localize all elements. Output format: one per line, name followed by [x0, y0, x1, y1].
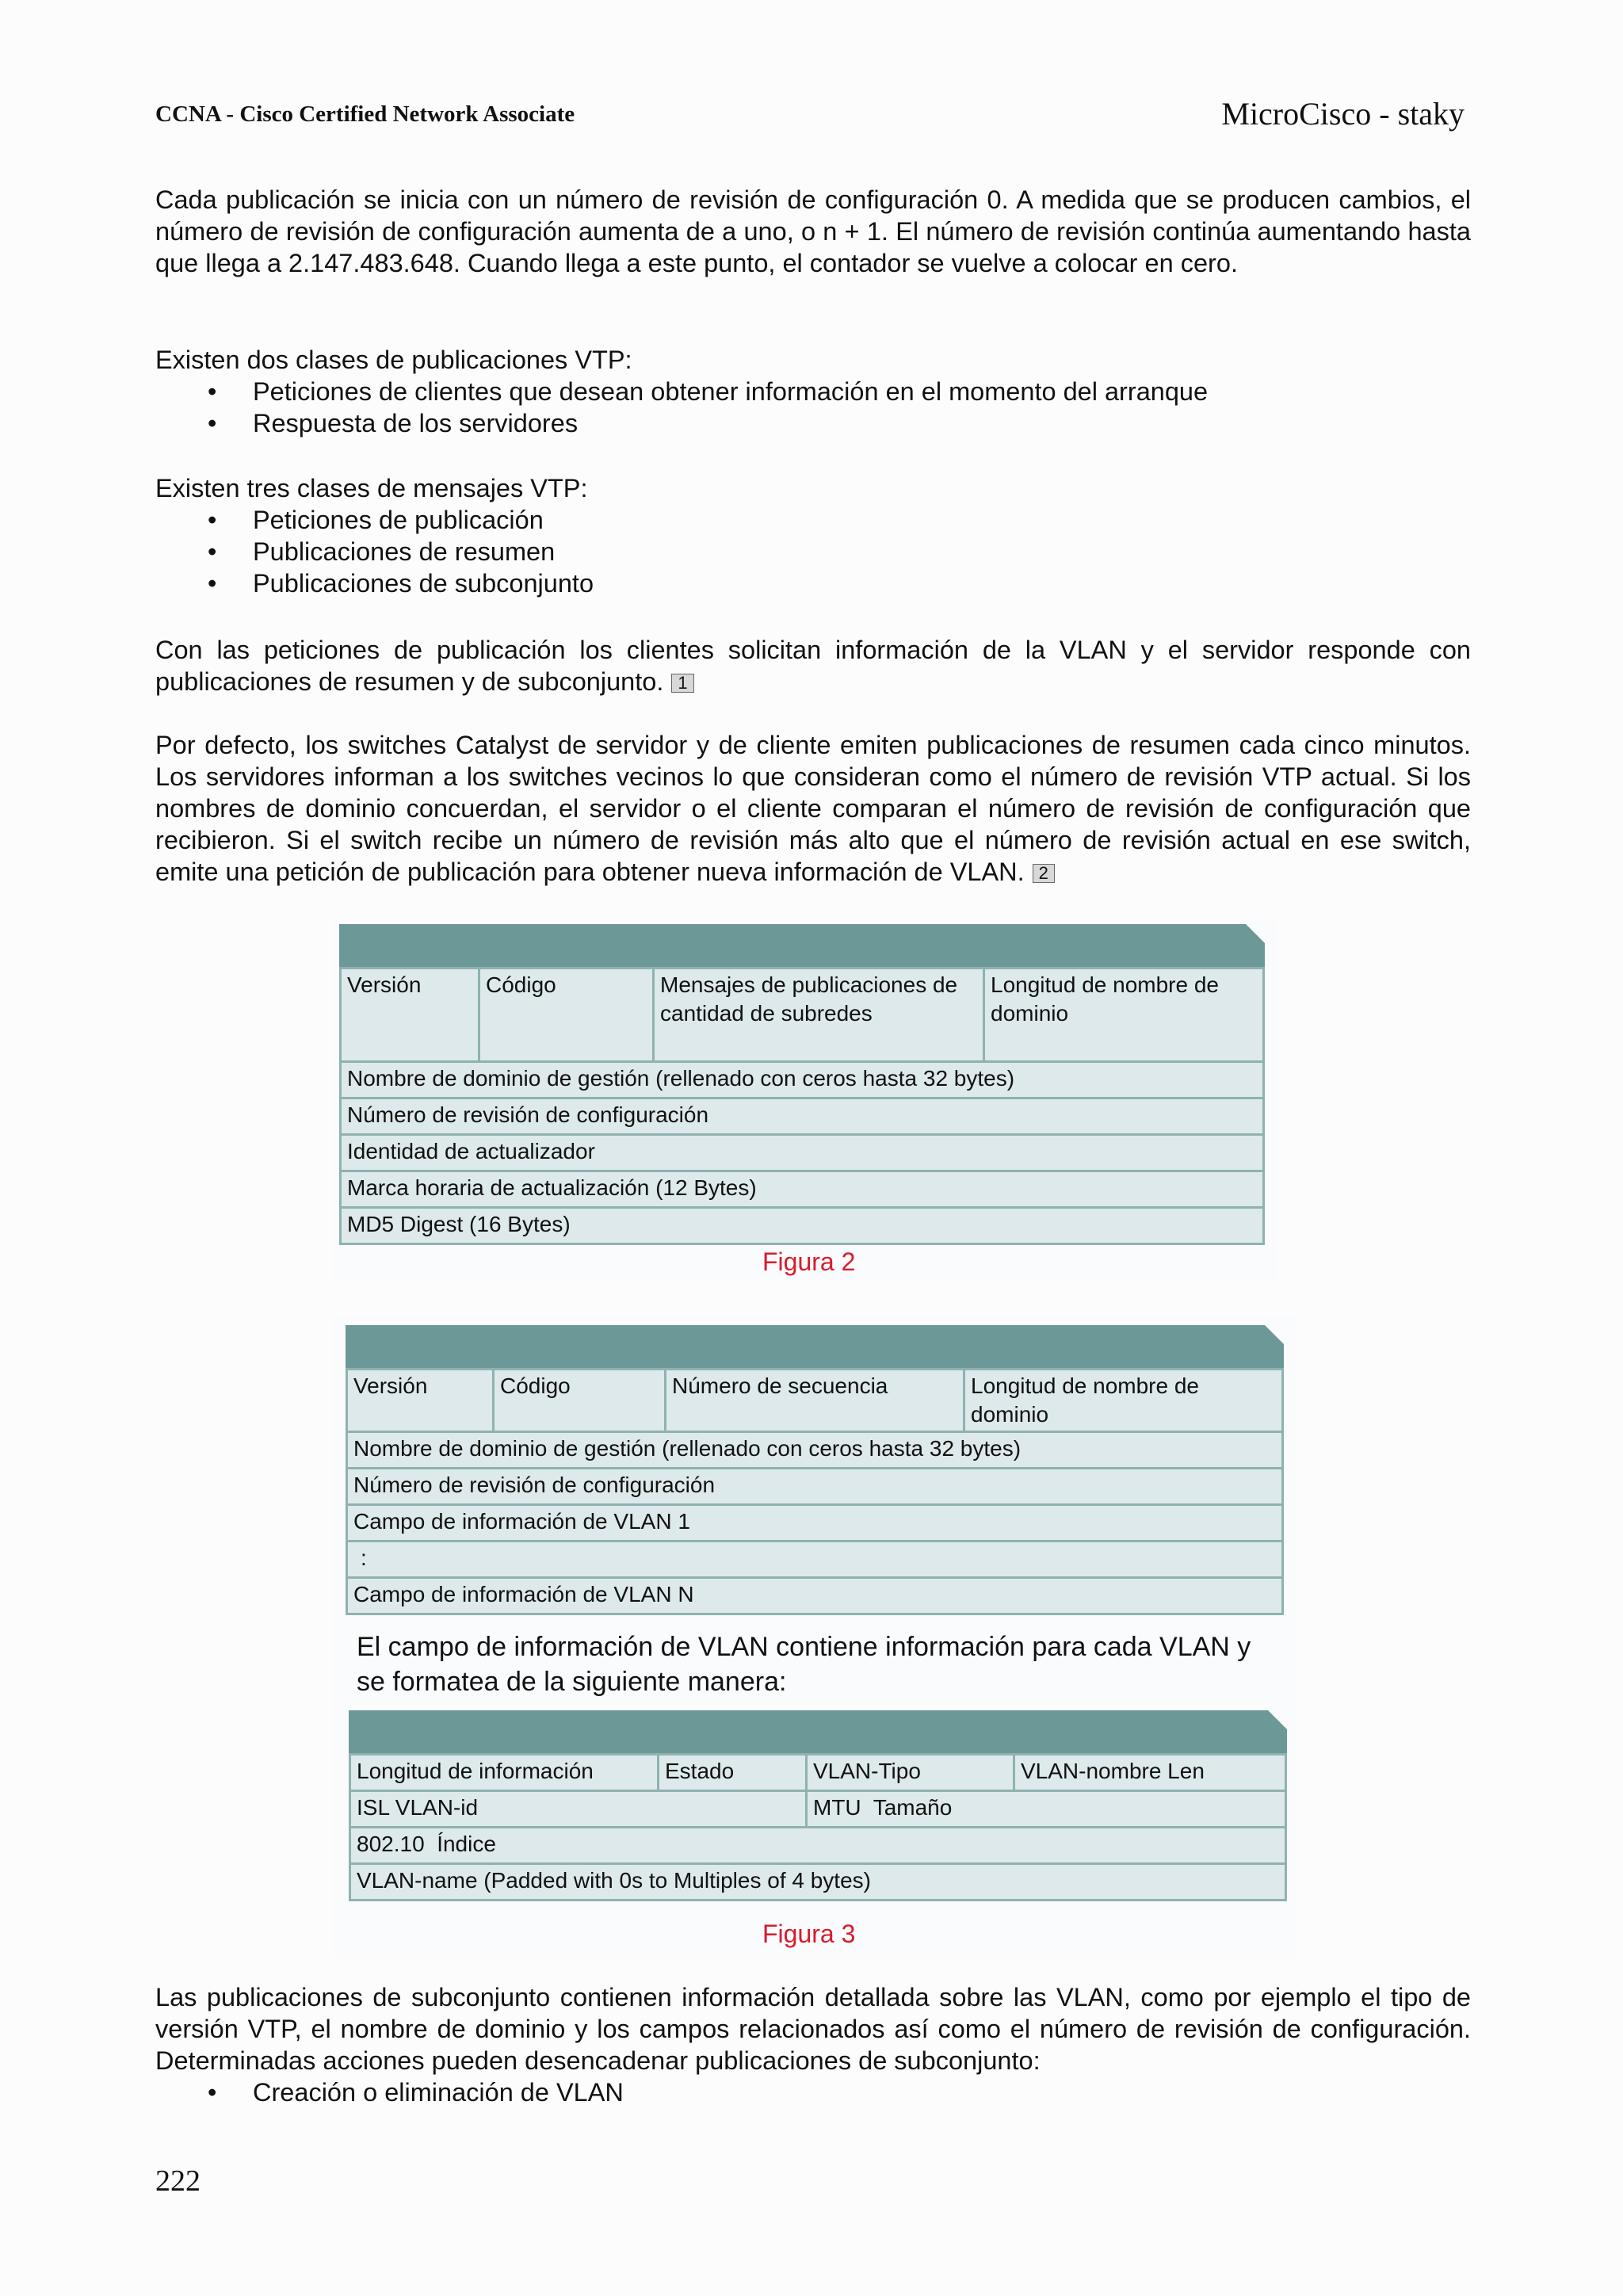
- figure-reference-2[interactable]: 2: [1033, 864, 1055, 883]
- header-author: MicroCisco - staky: [1221, 96, 1465, 132]
- figure-reference-1[interactable]: 1: [671, 674, 693, 693]
- paragraph-body: Con las peticiones de publicación los clientes solicitan información de la VLAN y el servidor responde con publicaciones de resumen y de subconjunto.: [155, 636, 1471, 696]
- bullet-list: [155, 2076, 1471, 2108]
- list-item: • Respuesta de los servidores: [155, 407, 1471, 439]
- figure-3-caption: Figura 3: [762, 1920, 856, 1948]
- field-vlan-info-n: Campo de información de VLAN N: [347, 1578, 1283, 1614]
- figure-2-header-bar: [339, 924, 1265, 968]
- field-vlan-name-length: VLAN-nombre Len: [1014, 1755, 1286, 1791]
- paragraph-text: [155, 729, 1471, 888]
- field-version: Versión: [341, 968, 479, 1062]
- paragraph-subset-publications: [155, 1981, 1471, 2108]
- list-item: • Peticiones de clientes que desean obtener información en el momento del arranque: [155, 376, 1471, 407]
- paragraph-text: Existen dos clases de publicaciones VTP:: [155, 346, 632, 374]
- field-config-revision: Número de revisión de configuración: [347, 1469, 1283, 1505]
- header-title: CCNA - Cisco Certified Network Associate: [155, 101, 575, 127]
- paragraph-text: Las publicaciones de subconjunto contienen información detallada sobre las VLAN, como por ejemplo el tipo de versión VTP, el nombre de dominio y los campos relacionados así como el número de revisión de configuración. Determinadas acciones pueden desencadenar publicaciones de subconjunto:: [155, 1983, 1471, 2075]
- paragraph-body: Por defecto, los switches Catalyst de servidor y de cliente emiten publicaciones de resumen cada cinco minutos. Los servidores informan a los switches vecinos lo que consideran como el número de revisión VTP actual. Si los nombres de dominio concuerdan, el servidor o el cliente comparan el número de revisión de configuración que recibieron. Si el switch recibe un número de revisión más alto que el número de revisión actual en ese switch, emite una petición de publicación para obtener nueva información de VLAN.: [155, 731, 1471, 886]
- field-management-domain: Nombre de dominio de gestión (rellenado con ceros hasta 32 bytes): [341, 1062, 1264, 1098]
- field-domain-name-length: Longitud de nombre de dominio: [964, 1370, 1283, 1432]
- vlan-info-header-bar: [349, 1710, 1287, 1755]
- field-vlan-name: VLAN-name (Padded with 0s to Multiples of 4 bytes): [350, 1864, 1286, 1901]
- field-info-length: Longitud de información: [350, 1755, 659, 1791]
- paragraph-default-behaviour: [155, 729, 1471, 888]
- figure-3-packet-table: [346, 1368, 1284, 1615]
- paragraph-text: Existen tres clases de mensajes VTP:: [155, 474, 588, 502]
- bullet-list: [155, 376, 1471, 439]
- figure-2-packet-table: [339, 967, 1265, 1245]
- field-vlan-info-1: Campo de información de VLAN 1: [347, 1505, 1283, 1541]
- field-md5-digest: MD5 Digest (16 Bytes): [341, 1208, 1264, 1244]
- field-status: Estado: [659, 1755, 807, 1791]
- page-number: 222: [155, 2164, 200, 2198]
- paragraph-publication-types: [155, 344, 1471, 439]
- field-subset-count: Mensajes de publicaciones de cantidad de subredes: [654, 968, 984, 1062]
- field-ellipsis: :: [347, 1541, 1283, 1578]
- field-vlan-type: VLAN-Tipo: [807, 1755, 1014, 1791]
- field-config-revision: Número de revisión de configuración: [341, 1098, 1264, 1135]
- field-updater-identity: Identidad de actualizador: [341, 1135, 1264, 1171]
- vlan-field-note: El campo de información de VLAN contiene información para cada VLAN y se formatea de la siguiente manera:: [357, 1632, 1251, 1697]
- list-item: • Publicaciones de subconjunto: [155, 567, 1471, 599]
- paragraph-revision-number: [155, 184, 1471, 279]
- paragraph-text: Cada publicación se inicia con un número de revisión de configuración 0. A medida que se producen cambios, el número de revisión de configuración aumenta de a uno, o n + 1. El número de revisión continúa aumentando hasta que llega a 2.147.483.648. Cuando llega a este punto, el contador se vuelve a colocar en cero.: [155, 185, 1471, 277]
- bullet-list: [155, 504, 1471, 599]
- paragraph-publication-requests: [155, 634, 1471, 697]
- paragraph-message-types: [155, 472, 1471, 599]
- list-item: • Creación o eliminación de VLAN: [155, 2076, 1471, 2108]
- field-domain-name-length: Longitud de nombre de dominio: [984, 968, 1264, 1062]
- paragraph-text: [155, 634, 1471, 697]
- vlan-info-table: [349, 1753, 1287, 1901]
- field-sequence-number: Número de secuencia: [666, 1370, 964, 1432]
- field-code: Código: [479, 968, 654, 1062]
- field-version: Versión: [347, 1370, 494, 1432]
- list-item: • Peticiones de publicación: [155, 504, 1471, 536]
- field-mtu-size: MTU Tamaño: [807, 1791, 1286, 1828]
- field-management-domain: Nombre de dominio de gestión (rellenado con ceros hasta 32 bytes): [347, 1432, 1283, 1469]
- field-code: Código: [494, 1370, 666, 1432]
- field-802-10-index: 802.10 Índice: [350, 1828, 1286, 1864]
- figure-2-caption: Figura 2: [762, 1247, 856, 1276]
- field-update-timestamp: Marca horaria de actualización (12 Bytes): [341, 1171, 1264, 1208]
- figure-3-header-bar: [346, 1325, 1284, 1370]
- list-item: • Publicaciones de resumen: [155, 536, 1471, 567]
- field-isl-vlan-id: ISL VLAN-id: [350, 1791, 807, 1828]
